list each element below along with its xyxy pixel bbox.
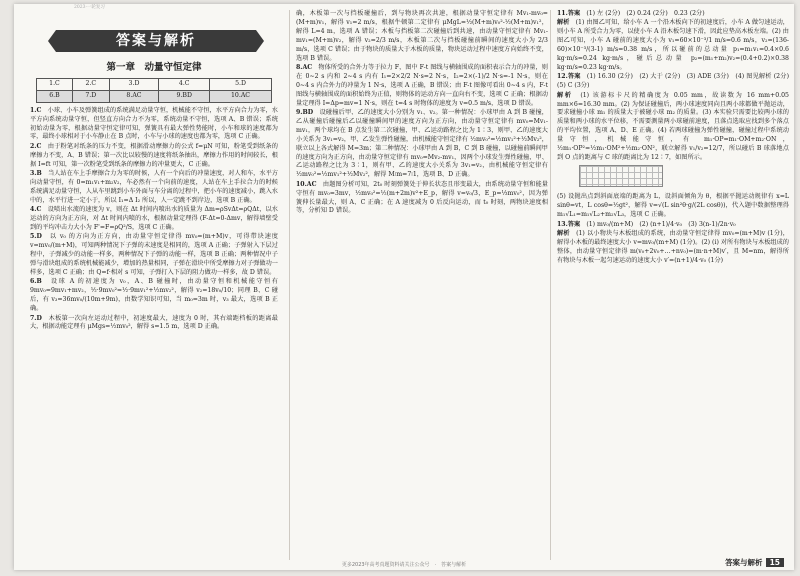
section-header bbox=[30, 28, 278, 54]
page-info bbox=[725, 557, 784, 568]
top-mark: 2023·一轮复习 bbox=[74, 5, 105, 10]
question-number: 2.C bbox=[30, 142, 48, 150]
question-number: 6.B bbox=[30, 278, 51, 286]
solution-paragraph bbox=[296, 10, 548, 63]
page-footer: 更多2023年高考真题资料请关注公众号 · 答案与解析 bbox=[341, 562, 467, 568]
solution-paragraph bbox=[30, 233, 278, 278]
answer-cell: 3.D bbox=[109, 78, 159, 90]
answer-page bbox=[14, 4, 794, 570]
column-right-body bbox=[557, 10, 796, 266]
solution-text: (1) 以小物块与木板组成的系统，由动量守恒定律得 mv₀=(m+M)v (1分)，解得小木板的最终速度大小 v=mv₀/(m+M) (1分)。(2) (i) 对所有物块与木板组成的整体，由动量守恒定律得 m(v₀+2v₀+…+nv₀)=(m·n+M)v′，且 M=nm，解得所有物块与木板一起匀速运动的速度大小 v′=(n+1)/4·v₀ (1分) bbox=[557, 229, 789, 264]
solution-text: 设球 A 的初速度为 v₀，A、B 碰撞时，由动量守恒和机械能守恒有 9mv₀=9mv₁+mv₂，½·9mv₀²=½·9mv₁²+½mv₂²，解得 v₂=18v₀/10；同理 B、C 碰后，有 v₃=36mv₀/(10m+9m)，由数学知识可知，当 m₀=3m 时，v₃ 最大，选项 B 正确。 bbox=[30, 278, 278, 313]
solution-text: 由题图分析可知，2t₀ 时刻弹簧处于伸长状态且形变最大，由系统动量守恒和能量守恒有 mv₀=3mv，½mv₀²=½(m+2m)v²+E_p，解得 v=v₀/3，E_p=⅓mv₀²，因为弹簧伸长量最大，则 A、C 正确；在 A 速度减为 0 后反向运动，而 t₀ 时刻，两物块速度相等，分析知 D 错误。 bbox=[296, 180, 548, 215]
column-middle-body bbox=[296, 10, 548, 216]
solution-paragraph bbox=[557, 221, 789, 230]
answer-cell: 7.D bbox=[72, 90, 109, 102]
solution-paragraph bbox=[296, 64, 548, 109]
solution-text: 小球、小车及弹簧组成的系统满足动量守恒，机械能不守恒，水平方向合力为零，水平方向系统动量守恒，但竖直方向合力不为零，系统动量不守恒，选项 A、B 错误；系统初始动量为零，根据动量守恒定律可知，弹簧具有最大弹性势能时，小车和球的速度都为零，最终小球相对于小车静止在 B 点时，小车与小球的速度也都为零，选项 C 正确。 bbox=[30, 106, 278, 141]
solution-text: 确，木板第一次与挡板碰撞后，到与物块再次共速，根据动量守恒定律有 Mv₁-mv₀=(M+m)v₁，解得 v₁=2 m/s，根据牛顿第二定律有 μMgL=½(M+m)v₀²-½(M+m)v₁²，解得 L=4 m，选项 A 错误；木板与挡板第二次碰撞后到共速，由动量守恒定律有 Mv₁-mv₁=(M+m)v₂，解得 v₂=2/3 m/s，木板第二次与挡板碰撞前瞬间的速度大小为 2/3 m/s，选项 C 错误；由于物块的质量大于木板的质量，物块运动过程中速度方向始终不变，选项 B 错误。 bbox=[296, 10, 548, 62]
solution-paragraph bbox=[557, 73, 796, 91]
solution-paragraph bbox=[30, 206, 278, 233]
solution-paragraph bbox=[30, 107, 278, 143]
question-number: 7.D bbox=[30, 314, 49, 322]
column-right bbox=[550, 10, 796, 560]
answer-cell: 4.C bbox=[159, 78, 210, 90]
solution-paragraph bbox=[30, 278, 278, 314]
answer-row bbox=[37, 78, 272, 90]
solution-text: (1) 16.30 (2分) (2) 大于 (2分) (3) ADE (3分) (4) 图见解析 (2分) (5) C (3分) bbox=[557, 73, 796, 90]
question-number: 1.C bbox=[30, 106, 48, 114]
solution-text: 木板第一次向左运动过程中，初速度最大，速度为 0 时，其右端距档板的距离最大，根据动能定理有 μMgs=½mv₀²，解得 s=1.5 m，选项 D 正确。 bbox=[30, 314, 278, 331]
column-left-body bbox=[30, 107, 278, 333]
question-number: 5.D bbox=[30, 233, 50, 241]
solution-text: 设喷出水流的速度为 v，则在 Δt 时间内喷出水的质量为 Δm=ρSvΔt=ρQΔt，以水运动的方向为正方向，对 Δt 时间内喷的水，根据动量定理得 (F-Δt=0-Δmv，解得墙壁受到的平均冲击力大小为 F'=F=ρQ²/S，选项 C 正确。 bbox=[30, 206, 278, 231]
solution-text: 以 v₀ 的方向为正方向，由动量守恒定律得 mv₀=(m+M)v，可得带块速度 v=mv₀/(m+M)，可知两种情况下子弹的末速度是相同的，选项 A 正确；子弹射入下层过程中，子弹减少的动能一样多，两种情况下子弹的动能一样，选项 B 正确；两种情况中子弹与滑块组成的系统机械能减少，增加的热量相同，子弹在滑块中所受摩擦力对子弹做功一样多，选项 C 正确；由 Q=f·相对 s 可知，子弹打入下层的阻力做功一样多，故 D 错误。 bbox=[30, 233, 278, 277]
page-number: 15 bbox=[766, 558, 784, 567]
answer-cell: 10.AC bbox=[210, 90, 272, 102]
solution-paragraph bbox=[296, 181, 548, 217]
solution-text: (5) 设抛出点到斜面底端的距离为 L，设斜面倾角为 θ，根据平抛运动规律有 x=L sinθ=vt，L cosθ=½gt²，解得 v=√(L sin²θ·g/(2L cosθ))，代入题中数据整理得 m₁√L₁=m₁√L₂+m₂√L₃，选项 C 正确。 bbox=[557, 193, 789, 219]
solution-text: 设碰撞后甲、乙的速度大小分别为 v₁、v₂。第一种情况：小球甲由 A 到 B 碰撞，乙从碰撞后碰撞后乙以碰撞瞬间甲的速度方向为正方向，由动量守恒定律有 mv₀=Mv₁-mv₁，两个球均在 B 点发生第二次碰撞，甲、乙运动路程之比为 1∶3，则甲、乙的速度大小关系为 3v₁=v₂，甲、乙发生弹性碰撞，由机械能守恒定律有 ½mv₀²=½mv₁²+½Mv₂²，联立以上各式解得 M=3m；第二种情况：小球甲由 A 到 B，C 到 B 碰撞，以碰撞前瞬间甲的速度方向为正方向，由动量守恒定律有 mv₀=Mv₂-mv₁，因两个小球发生弹性碰撞，甲、乙运动路程之比为 3∶1，则有甲、乙的速度大小关系为 3v₁=v₂，由机械能守恒定律有 ½mv₀²=½mv₁²+½Mv₂²，解得 M∶m=7∶1，选项 B、D 正确。 bbox=[296, 108, 548, 179]
question-number: 解析 bbox=[557, 229, 577, 237]
landing-grid-figure bbox=[579, 165, 663, 187]
question-number: 解析 bbox=[557, 19, 576, 27]
answer-cell: 6.B bbox=[37, 90, 73, 102]
answer-cell: 2.C bbox=[72, 78, 109, 90]
question-number: 4.C bbox=[30, 206, 48, 214]
question-number: 11.答案 bbox=[557, 10, 587, 17]
question-number: 12.答案 bbox=[557, 73, 587, 81]
question-number: 8.AC bbox=[296, 63, 319, 71]
solution-text: 当人站在车上手摩擦合力为零的时候，人有一个向后的冲量速度，对人和车，水平方向动量守恒，有 0=m₁v₁+m₂v₂，车必然有一个向前的速度，人站在车上手拉合力的时候系统满足动量守恒，人从车里跳到小车外面与车分离的过程中，把小车的速度减小，跳入水中的，水平行进一定小于，所以 I₁=Δ I₂ 所以，人一定跳不到岸边，选项 B 正确。 bbox=[30, 170, 278, 204]
chapter-title: 第一章 动量守恒定律 bbox=[106, 62, 202, 73]
solution-text: (1) mv₀/(m+M) (2) (n+1)/4·v₀ (3) 3(n-1)/2n·v₀ bbox=[586, 220, 736, 228]
solution-paragraph bbox=[30, 143, 278, 170]
solution-paragraph bbox=[557, 193, 789, 220]
solution-paragraph bbox=[557, 92, 789, 163]
solution-text: (1) 由图乙可知，给小车 A 一个沿木板向下的初速度后，小车 A 做匀速运动，则小车 A 所受合力为零，以使小车 A 沿木板匀速下滑，因此应垫高木板左端。(2) 由图乙可知，小车 A 碰前的速度大小为 v₁=60×10⁻³/1 m/s=0.6 m/s，v₂=(136-60)×10⁻³/(3-1) m/s=0.38 m/s，所以碰前的总动量 p₁=m₁v₁=0.4×0.6 kg·m/s=0.24 kg·m/s，碰后总动量 p₂=(m₁+m₂)v₂=(0.4+0.2)×0.38 kg·m/s≈0.23 kg·m/s。 bbox=[557, 19, 789, 71]
page-title: 答案与解析 bbox=[56, 30, 256, 52]
solution-paragraph bbox=[557, 19, 789, 72]
solution-paragraph bbox=[557, 10, 789, 19]
answer-cell: 5.D bbox=[210, 78, 272, 90]
solution-paragraph bbox=[30, 315, 278, 333]
answer-row bbox=[37, 90, 272, 102]
footer-label: 答案与解析 bbox=[725, 558, 763, 567]
solution-paragraph bbox=[296, 109, 548, 180]
solution-text: (1) 左 (2分) (2) 0.24 (2分) 0.23 (2分) bbox=[586, 10, 705, 17]
solution-text: 物体所受的合外力等于拉力 F，图中 F-t 图线与横轴围成的面积表示合力的冲量，则在 0~2 s 内和 2~4 s 内有 I₁=2×2/2 N·s=2 N·s，I₂=2×(-1)/2 N·s=-1 N·s，则在 0~4 s 内合外力的冲量为 1 N·s，选项 A 正确，B 错误；由 F-t 图像可看出 0~4 s 内，F-t 图线与横轴围成的面积始终为正值，则物体的运动方向一直向右不变，选项 C 正确；根据动量定理得 I=Δp=mv=1 N·s，则在 t=4 s 时物体的速度为 v=0.5 m/s，选项 D 错误。 bbox=[296, 63, 548, 107]
question-number: 13.答案 bbox=[557, 220, 587, 228]
question-number: 9.BD bbox=[296, 108, 320, 116]
question-number: 3.B bbox=[30, 170, 48, 178]
solution-paragraph bbox=[557, 230, 789, 266]
question-number: 10.AC bbox=[296, 180, 323, 188]
answer-key-table bbox=[36, 78, 272, 103]
solution-text: (1) 该游标卡尺的精确度为 0.05 mm，故读数为 16 mm+0.05 mm×6=16.30 mm。(2) 为保证碰撞后，两小球速度同向且两小球都做平抛运动，要求碰撞小球 m₁ 的质量大于被碰小球 m₂ 的质量。(3) 本实验只需要比较两小球的质量和两小球的水平位移，不需要测量两小球碰前速度，且落点选取应找到多个落点的平均位置，选项 A、D、E 正确。(4) 若两球碰撞为弹性碰撞，碰撞过程中系统动量守恒，机械能守恒，有 m₁·OP=m₁·OM+m₂·ON，½m₁·OP²=½m₁·OM²+½m₂·ON²，联立解得 v₁/v₂=12/7，所以碰后 B 球落地点到 O 点的距离与 C 球的距离比为 12∶7，如图所示。 bbox=[557, 91, 789, 161]
column-middle bbox=[289, 10, 548, 560]
column-left bbox=[30, 10, 278, 560]
solution-text: 由于粉笔对纸条的压力不变，根据滑动摩擦力的公式 f=μN 可知，粉笔受到纸条的摩擦力不变，A、B 错误；第一次比以较慢的速度将纸条抽出，摩擦力作用的时间较长，根据 I=ft 可知，第一次粉笔受到纸条的摩擦力的冲量更大，C 正确。 bbox=[30, 142, 278, 168]
solution-paragraph bbox=[30, 170, 278, 206]
answer-cell: 1.C bbox=[37, 78, 73, 90]
question-number: 解析 bbox=[557, 91, 581, 99]
answer-cell: 9.BD bbox=[159, 90, 210, 102]
answer-cell: 8.AC bbox=[109, 90, 159, 102]
